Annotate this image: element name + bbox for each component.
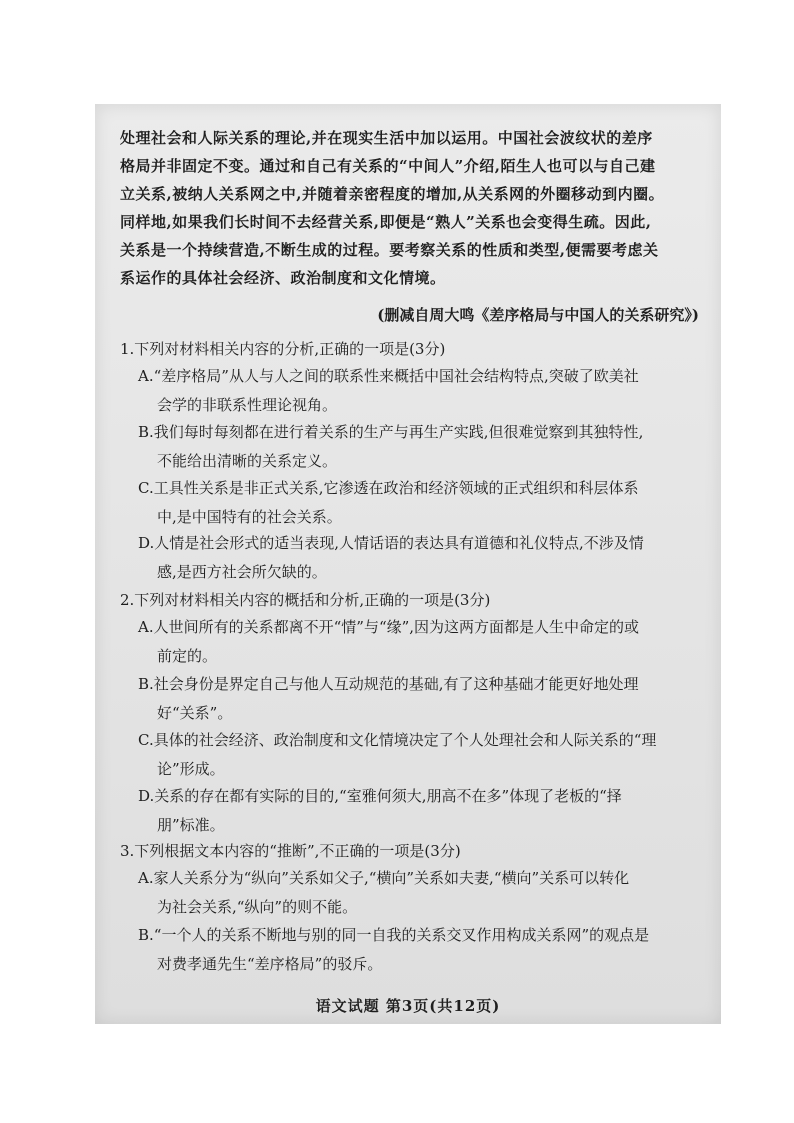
question-2-stem: 2.下列对材料相关内容的概括和分析,正确的一项是(3分) <box>120 591 491 609</box>
page-footer: 语文试题 第3页(共12页) <box>315 997 501 1015</box>
passage-line: 格局并非固定不变。通过和自己有关系的“中间人”介绍,陌生人也可以与自己建 <box>120 157 656 175</box>
exam-page <box>95 104 721 1024</box>
question-3-option-b: B.“一个人的关系不断地与别的同一自我的关系交叉作用构成关系网”的观点是 对费孝通先生“差序格局”的驳斥。 <box>138 926 650 973</box>
question-3-option-a: A.家人关系分为“纵向”关系如父子,“横向”关系如夫妻,“横向”关系可以转化 为社会关系,“纵向”的则不能。 <box>138 869 630 916</box>
passage-line: 系运作的具体社会经济、政治制度和文化情境。 <box>120 269 446 287</box>
question-1-option-a: A.“差序格局”从人与人之间的联系性来概括中国社会结构特点,突破了欧美社 会学的非联系性理论视角。 <box>138 367 639 414</box>
question-2-option-b: B.社会身份是界定自己与他人互动规范的基础,有了这种基础才能更好地处理 好“关系”。 <box>138 675 639 722</box>
question-1-option-b: B.我们每时每刻都在进行着关系的生产与再生产实践,但很难觉察到其独特性, 不能给出清晰的关系定义。 <box>138 423 644 470</box>
question-3-stem: 3.下列根据文本内容的“推断”,不正确的一项是(3分) <box>120 842 461 860</box>
question-1-option-c: C.工具性关系是非正式关系,它渗透在政治和经济领域的正式组织和科层体系 中,是中国特有的社会关系。 <box>138 479 639 526</box>
passage-line: 处理社会和人际关系的理论,并在现实生活中加以运用。中国社会波纹状的差序 <box>120 129 653 147</box>
question-1-option-d: D.人情是社会形式的适当表现,人情话语的表达具有道德和礼仪特点,不涉及情 感,是西方社会所欠缺的。 <box>138 534 644 581</box>
passage-line: 同样地,如果我们长时间不去经营关系,即便是“熟人”关系也会变得生疏。因此, <box>120 213 652 231</box>
question-2-option-a: A.人世间所有的关系都离不开“情”与“缘”,因为这两方面都是人生中命定的或 前定的。 <box>138 618 640 665</box>
passage-line: 立关系,被纳人关系网之中,并随着亲密程度的增加,从关系网的外圈移动到内圈。 <box>120 185 665 203</box>
question-1-stem: 1.下列对材料相关内容的分析,正确的一项是(3分) <box>120 340 446 358</box>
passage-line: 关系是一个持续营造,不断生成的过程。要考察关系的性质和类型,便需要考虑关 <box>120 241 659 259</box>
question-2-option-c: C.具体的社会经济、政治制度和文化情境决定了个人处理社会和人际关系的“理 论”形成。 <box>138 731 657 778</box>
passage-text <box>120 124 702 292</box>
question-2-option-d: D.关系的存在都有实际的目的,“室雅何须大,朋高不在多”体现了老板的“择 朋”标准。 <box>138 787 622 834</box>
passage-source: (删减自周大鸣《差序格局与中国人的关系研究》) <box>377 306 699 324</box>
